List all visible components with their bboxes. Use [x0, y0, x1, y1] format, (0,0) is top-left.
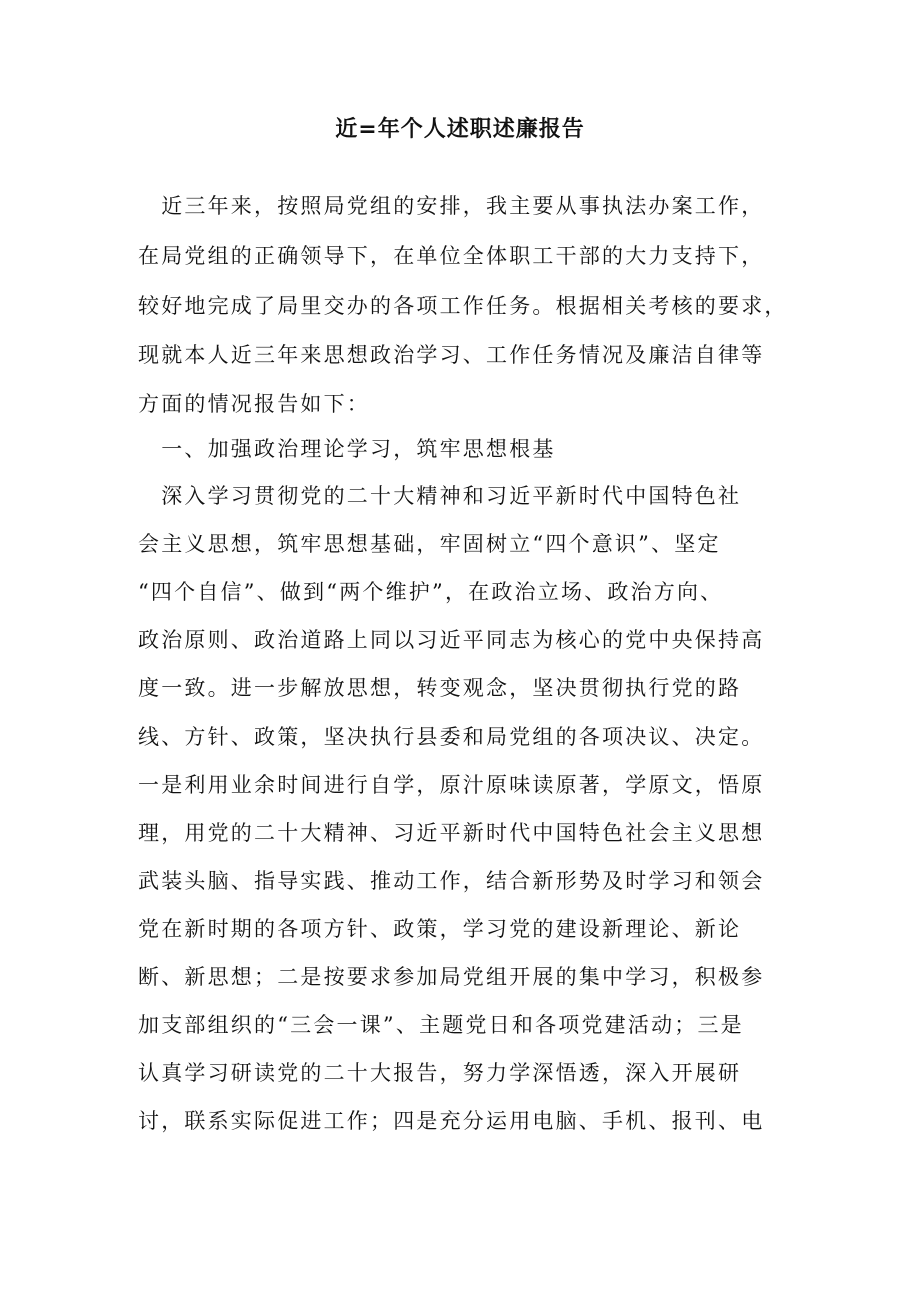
body-line: 在局党组的正确领导下，在单位全体职工干部的大力支持下，: [138, 244, 765, 268]
body-line: 党在新时期的各项方针、政策，学习党的建设新理论、新论: [138, 917, 742, 941]
body-line: “四个自信”、做到“两个维护”，在政治立场、政治方向、: [138, 580, 724, 604]
document-title: 近=年个人述职述廉报告: [335, 117, 585, 142]
body-line: 深入学习贯彻党的二十大精神和习近平新时代中国特色社: [138, 484, 742, 508]
body-line: 度一致。进一步解放思想，转变观念，坚决贯彻执行党的路: [138, 676, 742, 700]
body-line: 一是利用业余时间进行自学，原汁原味读原著，学原文，悟原: [138, 773, 765, 797]
body-line: 会主义思想，筑牢思想基础，牢固树立“四个意识”、坚定: [138, 532, 721, 556]
body-line: 方面的情况报告如下：: [138, 392, 370, 416]
body-line: 现就本人近三年来思想政治学习、工作任务情况及廉洁自律等: [138, 343, 765, 367]
body-line: 较好地完成了局里交办的各项工作任务。根据相关考核的要求，: [138, 294, 788, 318]
body-line: 认真学习研读党的二十大报告，努力学深悟透，深入开展研: [138, 1061, 742, 1085]
body-line: 断、新思想；二是按要求参加局党组开展的集中学习，积极参: [138, 965, 765, 989]
body-line: 武装头脑、指导实践、推动工作，结合新形势及时学习和领会: [138, 869, 765, 893]
body-line: 线、方针、政策，坚决执行县委和局党组的各项决议、决定。: [138, 725, 765, 749]
section-heading: 一、加强政治理论学习，筑牢思想根基: [138, 437, 556, 461]
body-line: 近三年来，按照局党组的安排，我主要从事执法办案工作，: [138, 194, 765, 218]
body-line: 理，用党的二十大精神、习近平新时代中国特色社会主义思想: [138, 821, 765, 845]
body-line: 加支部组织的“三会一课”、主题党日和各项党建活动；三是: [138, 1013, 744, 1037]
body-line: 政治原则、政治道路上同以习近平同志为核心的党中央保持高: [138, 628, 765, 652]
body-line: 讨，联系实际促进工作；四是充分运用电脑、手机、报刊、电: [138, 1109, 765, 1133]
